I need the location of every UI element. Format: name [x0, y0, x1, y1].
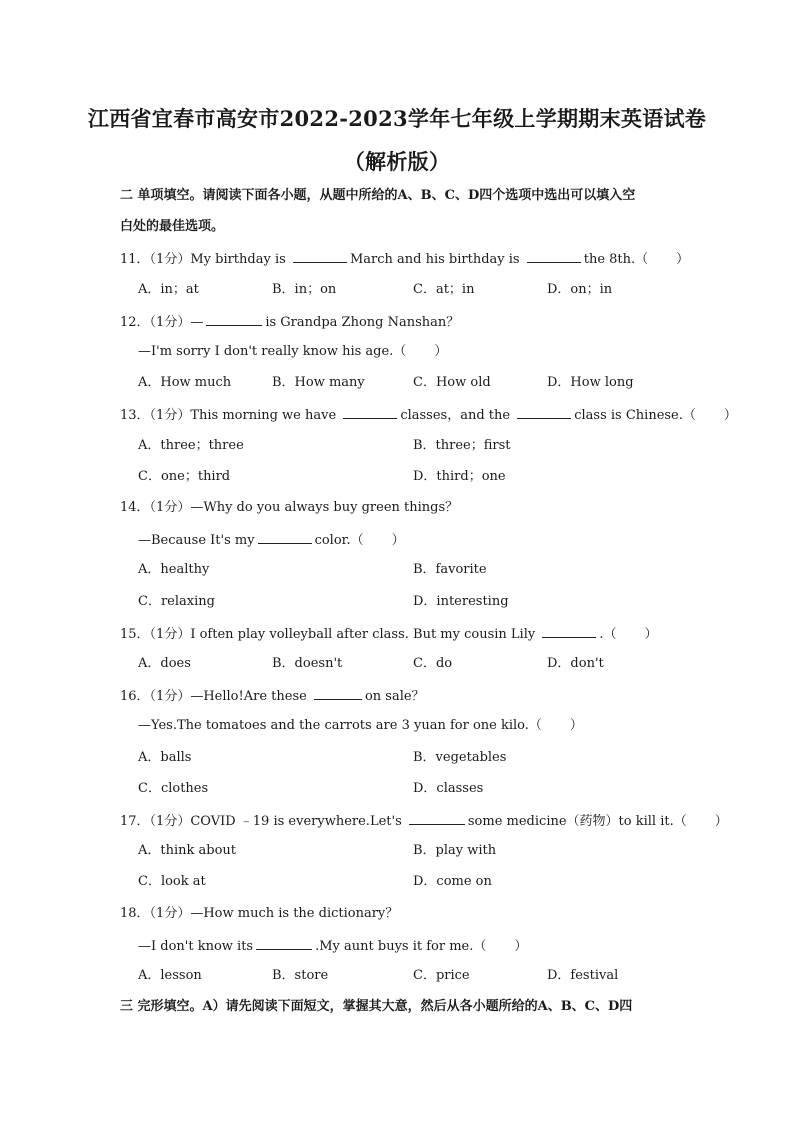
question-11-stem: 11．（1分）My birthday is March and his birthday is the 8th.（ ） — [120, 252, 690, 267]
question-18-option-b[interactable]: B．store — [272, 968, 329, 983]
answer-blank[interactable] — [409, 812, 465, 825]
question-13-option-d[interactable]: D．third；one — [413, 469, 506, 484]
question-12-option-a[interactable]: A．How much — [138, 375, 232, 390]
question-15-option-a[interactable]: A．does — [138, 656, 191, 671]
question-17-option-d[interactable]: D．come on — [413, 874, 492, 889]
question-14-reply: —Because It's my color.（ ） — [138, 533, 405, 548]
section2-instruction-line1: 二 单项填空。请阅读下面各小题，从题中所给的A、B、C、D四个选项中选出可以填入空 — [120, 188, 636, 203]
question-15-option-d[interactable]: D．don't — [547, 656, 604, 671]
answer-blank[interactable] — [343, 406, 397, 419]
question-12-option-d[interactable]: D．How long — [547, 375, 634, 390]
question-16-option-a[interactable]: A．balls — [138, 750, 192, 765]
question-17-option-c[interactable]: C．look at — [138, 874, 206, 889]
answer-blank[interactable] — [293, 250, 347, 263]
answer-blank[interactable] — [206, 313, 262, 326]
question-18-option-c[interactable]: C．price — [413, 968, 470, 983]
question-12-option-c[interactable]: C．How old — [413, 375, 491, 390]
question-16-option-b[interactable]: B．vegetables — [413, 750, 507, 765]
question-11-option-b[interactable]: B．in；on — [272, 282, 337, 297]
question-11-option-d[interactable]: D．on；in — [547, 282, 613, 297]
question-18-reply: —I don't know its .My aunt buys it for me.（ ） — [138, 939, 528, 954]
question-15-option-c[interactable]: C．do — [413, 656, 453, 671]
answer-blank[interactable] — [258, 531, 312, 544]
question-13-option-b[interactable]: B．three；first — [413, 438, 511, 453]
question-14-option-b[interactable]: B．favorite — [413, 562, 487, 577]
question-13-option-c[interactable]: C．one；third — [138, 469, 231, 484]
question-15-stem: 15．（1分）I often play volleyball after class. But my cousin Lily .（ ） — [120, 627, 658, 642]
question-12-option-b[interactable]: B．How many — [272, 375, 365, 390]
answer-blank[interactable] — [314, 687, 362, 700]
question-16-stem: 16．（1分）—Hello!Are these on sale？ — [120, 689, 425, 704]
answer-blank[interactable] — [517, 406, 571, 419]
page-subtitle: （解析版） — [343, 149, 451, 174]
question-14-option-a[interactable]: A．healthy — [138, 562, 210, 577]
question-17-option-a[interactable]: A．think about — [138, 843, 237, 858]
question-14-option-d[interactable]: D．interesting — [413, 594, 509, 609]
question-18-option-a[interactable]: A．lesson — [138, 968, 202, 983]
section2-instruction-line2: 白处的最佳选项。 — [120, 219, 225, 234]
question-16-option-c[interactable]: C．clothes — [138, 781, 209, 796]
page-title: 江西省宜春市高安市2022-2023学年七年级上学期期末英语试卷 — [87, 106, 707, 131]
answer-blank[interactable] — [256, 937, 312, 950]
question-12-reply: —I'm sorry I don't really know his age.（ ） — [138, 344, 448, 359]
question-16-option-d[interactable]: D．classes — [413, 781, 484, 796]
question-12-stem: 12．（1分）— is Grandpa Zhong Nanshan？ — [120, 315, 460, 330]
question-18-stem: 18．（1分）—How much is the dictionary？ — [120, 906, 399, 921]
question-15-option-b[interactable]: B．doesn't — [272, 656, 343, 671]
answer-blank[interactable] — [527, 250, 581, 263]
question-11-option-c[interactable]: C．at；in — [413, 282, 475, 297]
question-13-stem: 13．（1分）This morning we have classes，and the class is Chinese.（ ） — [120, 408, 737, 423]
question-17-stem: 17．（1分）COVID ﹣19 is everywhere.Let's some medicine（药物）to kill it.（ ） — [120, 814, 728, 829]
question-18-option-d[interactable]: D．festival — [547, 968, 619, 983]
question-11-option-a[interactable]: A．in；at — [138, 282, 199, 297]
question-13-option-a[interactable]: A．three；three — [138, 438, 244, 453]
answer-blank[interactable] — [542, 625, 596, 638]
question-14-option-c[interactable]: C．relaxing — [138, 594, 215, 609]
question-16-reply: —Yes.The tomatoes and the carrots are 3 yuan for one kilo.（ ） — [138, 718, 583, 733]
question-17-option-b[interactable]: B．play with — [413, 843, 497, 858]
section3-instruction-line1: 三 完形填空。A）请先阅读下面短文，掌握其大意，然后从各小题所给的A、B、C、D四 — [120, 999, 633, 1014]
question-14-stem: 14．（1分）—Why do you always buy green things？ — [120, 500, 459, 515]
